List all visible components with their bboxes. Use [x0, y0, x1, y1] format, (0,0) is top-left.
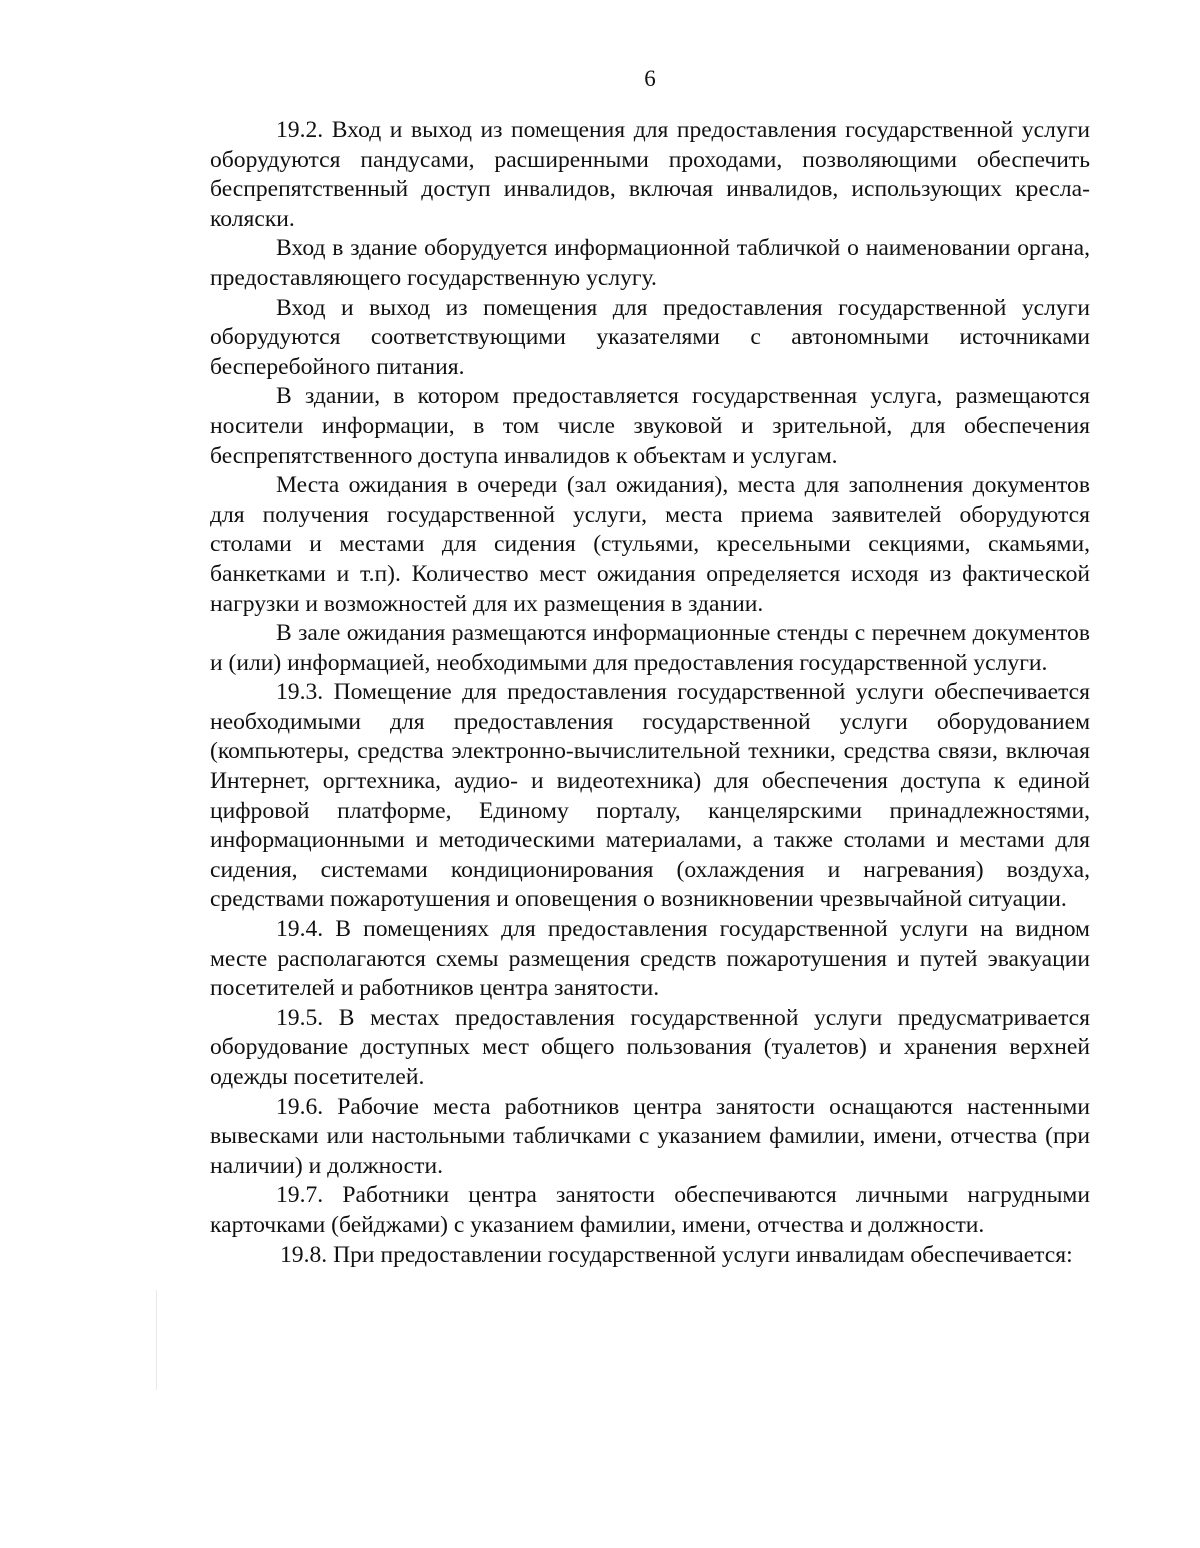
paragraph-entrance-sign: Вход в здание оборудуется информационной табличкой о наименовании органа, предоставляющего государственную услугу.	[210, 235, 1090, 291]
paragraph-19-3: 19.3. Помещение для предоставления государственной услуги обеспечивается необходимыми для предоставления государственной услуги оборудованием (компьютеры, средства электронно-вычислительной техники, средства связи, включая Интернет, оргтехника, аудио- и видеотехника) для обеспечения доступа к единой цифровой платформе, Единому порталу, канцелярскими принадлежностями, информационными и методическими материалами, а также столами и местами для сидения, системами кондиционирования (охлаждения и нагревания) воздуха, средствами пожаротушения и оповещения о возникновении чрезвычайной ситуации.	[210, 679, 1090, 913]
paragraph-19-8: 19.8. При предоставлении государственной услуги инвалидам обеспечивается:	[280, 1241, 1073, 1268]
paragraph-19-5: 19.5. В местах предоставления государственной услуги предусматривается оборудование доступных мест общего пользования (туалетов) и хранения верхней одежды посетителей.	[210, 1004, 1090, 1090]
document-body	[210, 116, 1090, 1270]
paragraph-19-4: 19.4. В помещениях для предоставления государственной услуги на видном месте располагаются схемы размещения средств пожаротушения и путей эвакуации посетителей и работников центра занятости.	[210, 916, 1090, 1002]
paragraph-19-7: 19.7. Работники центра занятости обеспечиваются личными нагрудными карточками (бейджами) с указанием фамилии, имени, отчества и должности.	[210, 1182, 1090, 1238]
scan-edge-mark	[156, 1290, 157, 1390]
paragraph-waiting-hall-stands: В зале ожидания размещаются информационные стенды с перечнем документов и (или) информацией, необходимыми для предоставления государственной услуги.	[210, 620, 1090, 676]
paragraph-information-carriers: В здании, в котором предоставляется государственная услуга, размещаются носители информации, в том числе звуковой и зрительной, для обеспечения беспрепятственного доступа инвалидов к объектам и услугам.	[210, 383, 1090, 469]
paragraph-entrance-pointers: Вход и выход из помещения для предоставления государственной услуги оборудуются соответствующими указателями с автономными источниками бесперебойного питания.	[210, 294, 1090, 380]
paragraph-waiting-places: Места ожидания в очереди (зал ожидания), места для заполнения документов для получения государственной услуги, места приема заявителей оборудуются столами и местами для сидения (стульями, кресельными секциями, скамьями, банкетками и т.п). Количество мест ожидания определяется исходя из фактической нагрузки и возможностей для их размещения в здании.	[210, 472, 1090, 617]
paragraph-19-2: 19.2. Вход и выход из помещения для предоставления государственной услуги оборудуются пандусами, расширенными проходами, позволяющими обеспечить беспрепятственный доступ инвалидов, включая инвалидов, использующих кресла-коляски.	[210, 117, 1090, 232]
paragraph-19-6: 19.6. Рабочие места работников центра занятости оснащаются настенными вывесками или настольными табличками с указанием фамилии, имени, отчества (при наличии) и должности.	[210, 1093, 1090, 1179]
page-number: 6	[644, 66, 656, 91]
